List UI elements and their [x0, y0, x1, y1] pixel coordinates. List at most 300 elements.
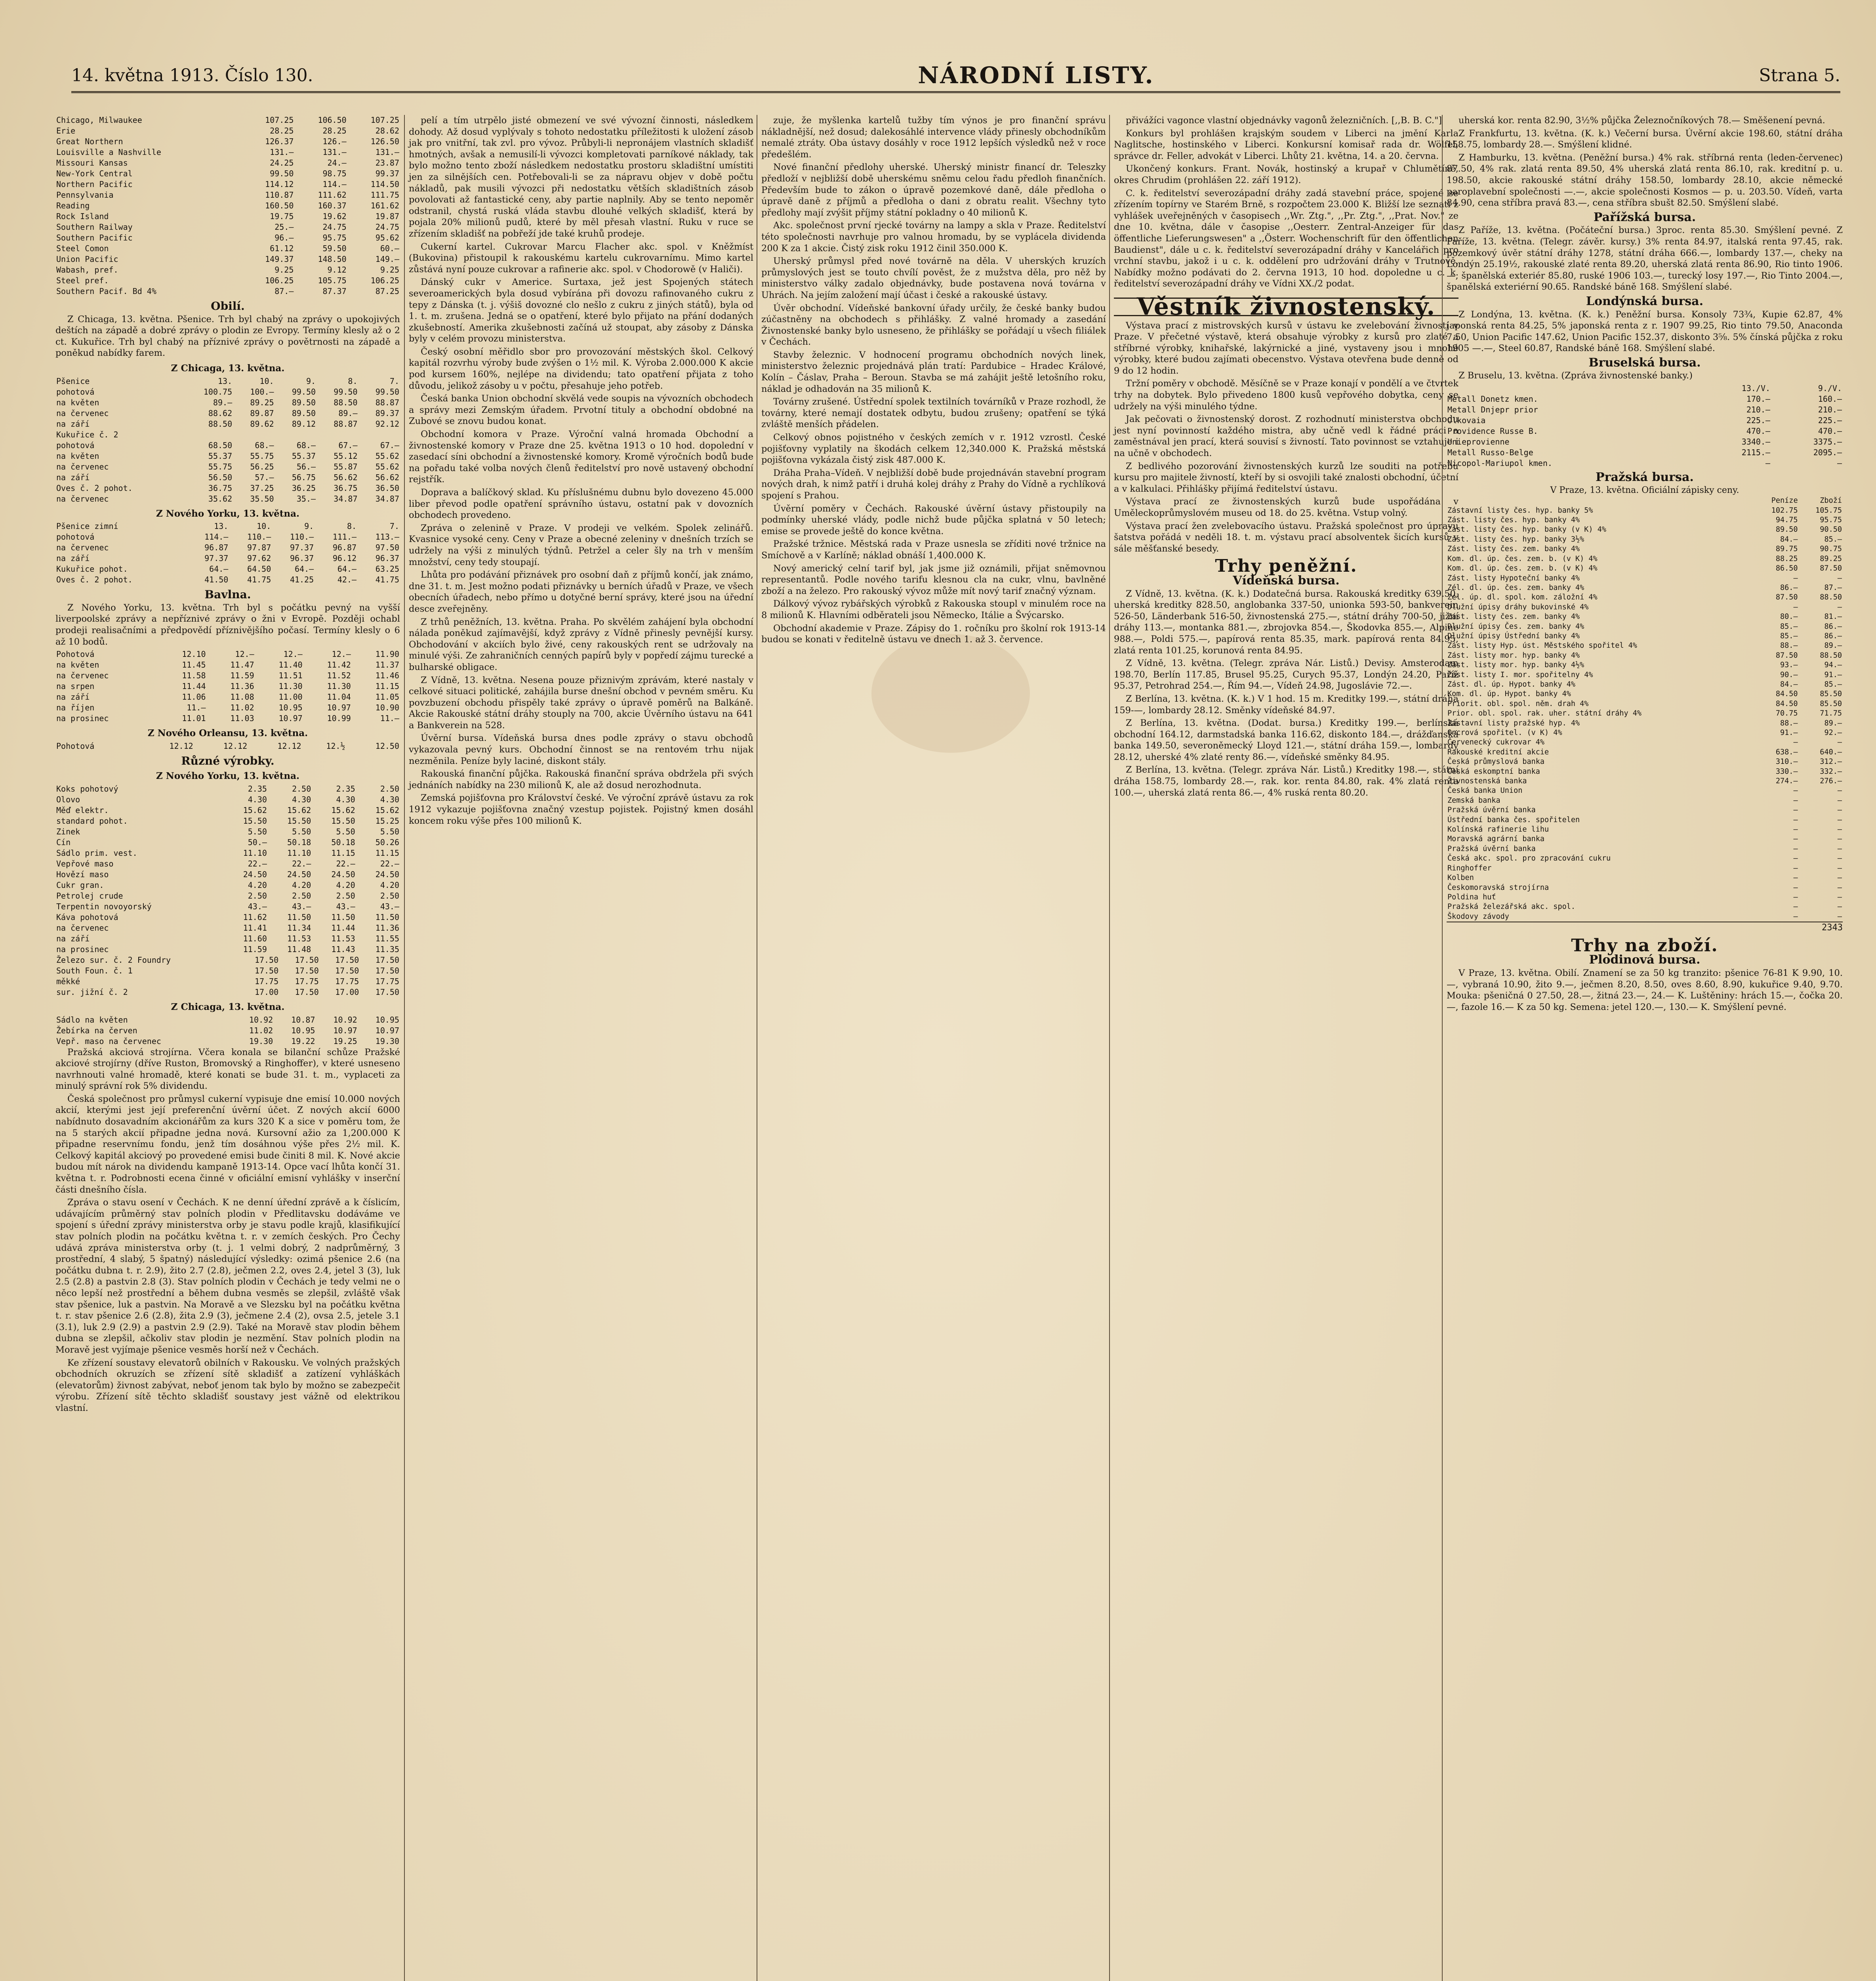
cell-value: 7. [389, 376, 399, 386]
cell-value: 106.50 [318, 115, 347, 125]
cell-value: 89.50 [292, 397, 316, 407]
row-label: Kukuřice č. 2 [56, 429, 118, 439]
cell-value: 89.87 [250, 408, 274, 418]
cell-value [316, 429, 358, 440]
cell-value: 63.25 [375, 564, 399, 574]
cell-value: 2.50 [292, 891, 311, 901]
cell-value: 24.50 [287, 869, 311, 879]
cell-value: 131.— [322, 147, 347, 157]
prague-total: 2343 [1447, 922, 1843, 934]
cell-value: 67.— [338, 440, 358, 450]
product-row [55, 816, 400, 826]
article-paragraph: Úvěr obchodní. Vídeňské bankovní úřady určily, že české banky budou zúčastněny na obchodech s přihlášky. Z valné hromady a zasedání Živnostenské banky bylo usneseno, že přihlášky se pořádají u všech filiálek v Čechách. [761, 303, 1106, 347]
product-row [55, 891, 400, 901]
prague-row [1447, 893, 1843, 902]
row-label: Kolínská rafinerie lihu [1447, 825, 1549, 834]
prague-row [1447, 825, 1843, 834]
cell-value: 80.— [1780, 613, 1798, 621]
article-paragraph: Nový americký celní tarif byl, jak jsme již oznámili, přijat sněmovnou representantů. Podle nového tarifu klesnou cla na cukr, vlnu, bavlněné zboží a na železo. Pro rakouský vývoz může mít nový tarif značný význam. [761, 563, 1106, 596]
cell-value: — [1793, 854, 1798, 863]
wheat-row [55, 408, 400, 419]
cell-value: 87.— [1824, 583, 1842, 592]
prague-row [1447, 902, 1843, 912]
row-label: Zástavní listy pražské hyp. 4% [1447, 719, 1580, 727]
cell-value: 330.— [1775, 767, 1798, 776]
cell-value: 12.— [283, 649, 303, 659]
cell-value: 11.44 [331, 923, 355, 933]
cell-value: 13. [214, 521, 229, 531]
cell-value: 4.20 [248, 880, 267, 890]
stock-row [55, 265, 400, 275]
cell-value: 89.— [338, 408, 358, 418]
cell-value: 87.37 [322, 286, 347, 296]
brussels-row [1447, 458, 1843, 469]
product-row [55, 901, 400, 912]
product-row [55, 784, 400, 794]
row-label: Petrolej crude [56, 891, 123, 901]
cell-value: 210.— [1746, 405, 1771, 415]
cell-value: 56.62 [375, 472, 399, 482]
column-3-articles [761, 115, 1106, 645]
cell-value: 84.— [1780, 680, 1798, 689]
cell-value: — [1793, 806, 1798, 815]
cell-value: 2.50 [248, 891, 267, 901]
newyork-label: Z Nového Yorku, 13. května. [156, 508, 299, 519]
cell-value: 89.12 [292, 419, 316, 429]
cell-value: 85.50 [1820, 699, 1842, 708]
stock-row [55, 147, 400, 158]
cell-value: 56.25 [250, 462, 274, 471]
cell-value: — [1837, 893, 1842, 901]
cell-value: 9. [306, 376, 316, 386]
article-paragraph: Rakouská finanční půjčka. Rakouská finanční správa obdržela při svých jednáních nabídky na 230 milionů K, ale až dosud nerozhodnuta. [409, 769, 753, 790]
cell-value: 36.50 [375, 483, 399, 493]
prague-row [1447, 593, 1843, 602]
cell-value: 93.— [1780, 661, 1798, 670]
cell-value: 24.— [327, 158, 347, 168]
row-label: Česká průmyslová banka [1447, 758, 1545, 766]
cell-value: — [1837, 796, 1842, 805]
cell-value: 10. [259, 376, 274, 386]
cell-value: 11.02 [230, 703, 254, 713]
row-label: na červenec [56, 494, 109, 504]
cell-value: 15.25 [375, 816, 399, 826]
prague-bourse-subtitle: V Praze, 13. května. Oficiální zápisky ceny. [1550, 485, 1739, 495]
article-paragraph: Česká společnost pro průmysl cukerní vypisuje dne emisí 10.000 nových akcií, kterými jest její preferenční úvěrní účet. Z nových akcií 6000 nabídnuto dosavadním akcionářům za kurs 320 K a sice v poměru tom, že na 5 starých akcií připadne jedna nová. Kursovní ažio za 1,200.000 K připadne reservnímu fondu, jenž tím dosáhnou výše přes 2½ mil. K. Celkový kapitál akciový po provedené emisi bude činiti 8 mil. K. Nové akcie budou mít nárok na dividendu kampaně 1913-14. Opce vací lhůta končí 31. května t. r. Podrobnosti ecena činné v oficiální emisní vyhlášky v inserční části dnešního čísla. [55, 1094, 400, 1195]
vienna-bourse-heading: Vídeňská bursa. [1233, 573, 1340, 588]
cell-value: 106.25 [265, 276, 294, 285]
prague-row [1447, 738, 1843, 747]
cell-value: — [1837, 825, 1842, 834]
row-label: Zást. listy čes. hyp. banky (v K) 4% [1447, 525, 1606, 534]
cell-value: 149.37 [265, 254, 294, 264]
prague-row [1447, 912, 1843, 922]
row-label: Oves č. 2 pohot. [56, 575, 133, 585]
cell-value: 11.90 [375, 649, 399, 659]
cell-value: 11.15 [375, 681, 399, 691]
cell-value: 4.30 [380, 794, 399, 804]
cell-value: 19.87 [375, 212, 399, 221]
cell-value: 3375.— [1813, 437, 1842, 447]
cell-value: 2.50 [336, 891, 355, 901]
cell-value: 131.— [270, 147, 294, 157]
cell-value: 12.12 [277, 741, 301, 751]
prague-row [1447, 535, 1843, 544]
article-paragraph: Tržní poměry v obchodě. Měsíčně se v Praze konají v pondělí a ve čtvrtek trhy na dobytek. Bylo přivedeno 1800 kusů vepřového dobytka, ceny se udržely na výši minulého týdne. [1114, 378, 1458, 412]
cell-value: 41.75 [375, 575, 399, 585]
cell-value: 64.— [209, 564, 229, 574]
cell-value: — [1793, 864, 1798, 872]
cell-value: 96.87 [332, 543, 357, 553]
cell-value: 4.20 [380, 880, 399, 890]
row-label: Kolben [1447, 874, 1474, 882]
stock-row [55, 254, 400, 265]
cell-value: 35.50 [250, 494, 274, 504]
row-label: South Foun. č. 1 [56, 966, 133, 975]
cell-value: Zboží [1820, 496, 1842, 505]
article-paragraph: Pražská akciová strojírna. Včera konala se bilanční schůze Pražské akciové strojírny (dříve Ruston, Bromovský a Ringhoffer), v které usneseno navrhnouti valné hromadě, které konati se bude 31. t. m., vyplaceti za minulý správní rok 5% dividendu. [55, 1047, 400, 1092]
row-label: Priorit. obl. spol. něm. drah 4% [1447, 699, 1589, 708]
row-label: Pšenice [56, 376, 90, 386]
cell-value: 110.87 [265, 190, 294, 200]
cotton-row [55, 660, 400, 670]
cell-value: 50.18 [287, 837, 311, 847]
row-label: Kom. dl. úp. Hypot. banky 4% [1447, 690, 1571, 699]
cell-value: 90.— [1780, 670, 1798, 679]
cell-value: 11.47 [230, 660, 254, 670]
article-paragraph: Dálkový vývoz rybářských výrobků z Rakouska stoupl v minulém roce na 8 milionů K. Hlavními odběrateli jsou Německo, Itálie a Švýcarsko. [761, 599, 1106, 620]
cell-value: 17.75 [375, 976, 399, 986]
product-row [55, 923, 400, 933]
cell-value: 638.— [1775, 748, 1798, 756]
row-label: Pražská železářská akc. spol. [1447, 903, 1576, 911]
row-label: Poldina huť [1447, 893, 1496, 901]
cell-value: 64.— [294, 564, 314, 574]
wheat-row [55, 419, 400, 429]
cell-value: 9./V. [1818, 384, 1842, 393]
row-label: Zást. listy mor. hyp. banky 4% [1447, 651, 1580, 660]
row-label: Kukuřice pohot. [56, 564, 128, 574]
wheat-row [55, 429, 400, 440]
article-paragraph: Jak pečovati o živnostenský dorost. Z rozhodnutí ministerstva obchodu jest nyní povinností každého mistra, aby učně vedl k řádné práci a zaměstnával jen prací, která souvisí s živností. Tato povinnost se vztahuje i na učně v obchodech. [1114, 414, 1458, 459]
cell-value: 96.87 [204, 543, 229, 553]
cell-value: 99.50 [270, 169, 294, 178]
cell-value: 55.62 [375, 451, 399, 461]
article-paragraph: Česká banka Union obchodní skvělá vede soupis na vývozních obchodech a správy mezi Zemským úřadem. Prvotní tituly a obchodní obdobné na Zubové se znovu budou konat. [409, 393, 753, 427]
wheat-row [55, 494, 400, 504]
article-paragraph: Z Vídně, 13. května. (Telegr. zpráva Nár. Listů.) Devisy. Amsterodam 198.70, Berlín 117.85, Brusel 95.25, Curych 95.37, Londýn 24.20, Paříž 95.37, Petrohrad 254.—, Řím 94.—, Vídeň 24.98, Jugoslávie 72.—. [1114, 658, 1458, 691]
cell-value: 99.37 [375, 169, 399, 178]
prague-row [1447, 719, 1843, 728]
cell-value: 10.92 [249, 1015, 273, 1025]
cell-value: 11.60 [243, 933, 267, 943]
cell-value: 89.75 [1775, 545, 1798, 553]
cell-value: 91.— [1780, 729, 1798, 737]
grain-text: Z Chicaga, 13. května. Pšenice. Trh byl chabý na zprávy o upokojivých deštích na západě a dobré zprávy o plodin ze Evropy. Termíny klesly až o 2 ct. Kukuřice. Trh byl chabý na příznivé zprávy o povětrnosti na západě a poněkud nabídky farem. [55, 314, 400, 359]
wheat-row [55, 387, 400, 397]
cell-value [233, 429, 275, 440]
row-label: Sádlo prim. vest. [56, 848, 137, 858]
cell-value: 9.12 [327, 265, 347, 275]
cell-value: 11.53 [331, 933, 355, 943]
cell-value: 7. [389, 521, 399, 531]
issue-date: 14. května 1913. Číslo 130. [71, 65, 313, 86]
cell-value: 11.62 [243, 912, 267, 922]
cell-value: 102.75 [1771, 506, 1798, 515]
cell-value: 113.— [375, 532, 399, 542]
cotton-row [55, 670, 400, 681]
cell-value: 2.50 [380, 891, 399, 901]
cell-value: 90.50 [1820, 525, 1842, 534]
cell-value: 50.— [248, 837, 267, 847]
cell-value: — [1793, 835, 1798, 844]
cell-value: 41.75 [247, 575, 271, 585]
cotton-row [55, 649, 400, 660]
cell-value: — [1793, 893, 1798, 901]
product-row [55, 912, 400, 923]
row-label: Zinek [56, 826, 80, 836]
article-paragraph: zuje, že myšlenka kartelů tužby tím výnos je pro finanční správu nákladnější, než dosud; dalekosáhlé intervence vlády přinesly obchodníkům nemalé ztráty. Oba ústavy dosáhly v roce 1912 lepších výsledků než v roce předešlém. [761, 115, 1106, 160]
cotton-heading: Bavlna. [204, 588, 251, 601]
cell-value: 87.50 [1775, 651, 1798, 660]
lard-row [55, 1036, 400, 1047]
vestnik-articles [1114, 320, 1458, 555]
row-label: pohotová [56, 387, 95, 397]
cell-value: 60.— [380, 244, 399, 253]
cell-value: 56.75 [292, 472, 316, 482]
row-label: Pohotová [56, 649, 95, 659]
cell-value: 160.50 [265, 201, 294, 210]
article-paragraph: Továrny zrušené. Ústřední spolek textilních továrníků v Praze rozhodl, že továrny, které nemají dostatek odbytu, budou zrušeny; opatření se týká zvláště menších přádelen. [761, 397, 1106, 430]
cell-value: 17.75 [335, 976, 359, 986]
cell-value: 11.53 [287, 933, 311, 943]
row-label: Prior. obl. spol. rak. uher. státní dráhy 4% [1447, 709, 1642, 718]
article-paragraph: Úvěrní poměry v Čechách. Rakouské úvěrní ústavy přistoupily na podmínky uherské vlády, podle nichž bude půjčka splatná v 50 letech; emise se provede ještě do konce května. [761, 503, 1106, 536]
cell-value: 11.15 [375, 848, 399, 858]
cell-value: 55.62 [375, 462, 399, 471]
cell-value: 11.10 [287, 848, 311, 858]
cell-value: 114.— [204, 532, 229, 542]
row-label: na červenec [56, 923, 109, 933]
cell-value: 84.50 [1775, 690, 1798, 699]
prague-row [1447, 660, 1843, 670]
article-paragraph: Pražské tržnice. Městská rada v Praze usnesla se zříditi nové tržnice na Smíchově a v Karlíně; náklad obnáší 1,400.000 K. [761, 539, 1106, 561]
cell-value: 85.— [1780, 632, 1798, 640]
article-paragraph: Obchodní komora v Praze. Výroční valná hromada Obchodní a živnostenské komory v Praze dne 25. května 1913 o 10 hod. dopolední v zasedací síni obchodní a živnostenské komory. Kromě výročních bodů bude na pořadu také volba nových členů ředitelství pro nově ustavený obchodní rejstřík. [409, 429, 753, 485]
article-paragraph: pelí a tím utrpělo jisté obmezení ve své vývozní činnosti, následkem dohody. Až dosud vyplývaly s tohoto nedostatku příležitosti k uložení zásob jak pro vnitřní, tak zvl. pro vývoz. Průbyli-li nepronájem vlastních skladišť hmotných, avšak a nemusilí-li vývozci kompletovati parníkové náklady, tak bylo možno tento zboží následkem nedostatku prostoru skladištní umístiti jen za silnějších cen. Potřebovali-li se za nápravu objev v době počtu nákladů, pak musili vývozci při nedostatku větších skladištních zásob povolovati až fantastické ceny, aby partie naplnily. Aby se tento nepoměr odstranil, chystá ruská vláda stavbu dlouhé velkých skladišť, která by pojala 20% milionů pudů, které by měl přesah vlastní. Ruku v ruce se zřízením skladišť na pobřeží jde také kruhů prodeje. [409, 115, 753, 239]
row-label: Zél. úp. dl. spol. kom. záložní 4% [1447, 593, 1598, 602]
newyork-row [55, 532, 400, 542]
prague-row [1447, 834, 1843, 844]
cell-value: 36.25 [292, 483, 316, 493]
stock-row [55, 126, 400, 136]
cell-value: 43.— [292, 901, 311, 911]
cell-value: 11.36 [230, 681, 254, 691]
article-paragraph: Výstava prací žen zvelebovacího ústavu. Pražská společnost pro úpravu šatstva pořádá v neděli 18. t. m. výstavu prací absolventek šicích kursů v sále měšťanské besedy. [1114, 521, 1458, 554]
newyork-table [55, 521, 400, 585]
cell-value: 15.62 [287, 805, 311, 815]
stock-row [55, 211, 400, 222]
product-row [55, 880, 400, 891]
cell-value: 17.50 [375, 966, 399, 975]
cell-value: 94.75 [1775, 516, 1798, 525]
wheat-row [55, 397, 400, 408]
cotton-row [55, 713, 400, 724]
cell-value: 11.44 [182, 681, 206, 691]
prague-row [1447, 757, 1843, 767]
cell-value: 88.50 [334, 397, 358, 407]
paris-bourse-text: Z Paříže, 13. května. (Počáteční bursa.) 3proc. renta 85.30. Smýšlení pevné. Z Paříže, 13. května. (Telegr. závěr. kursy.) 3% renta 84.97, italská renta 97.45, rak. pozemkový úvěr státní dráhy 1278, státní dráha 666.—, lombardy 137.—, cheky na Londýn 25.19½, rakouské zlaté renta 89.20, uherská zlatá renta 86.90, Rio tinto 1906.—, španělská exteriér 85.80, ruské 1906 103.—, turecký losy 197.—, Rio Tinto 2004.—, španělská exteriérní 90.65. Randské báně 168. Smýšlení slabé. [1447, 225, 1843, 292]
money-markets-heading: Trhy peněžní. [1215, 556, 1357, 576]
cell-value: 17.50 [295, 955, 319, 965]
prague-row [1447, 699, 1843, 709]
cell-value: 11.01 [182, 714, 206, 723]
prague-row [1447, 805, 1843, 815]
stock-row [55, 200, 400, 211]
article-paragraph: Z Frankfurtu, 13. května. (K. k.) Večerní bursa. Úvěrní akcie 198.60, státní dráha 158.75, lombardy 28.—. Smýšlení klidné. [1447, 128, 1843, 150]
article-paragraph: Nové finanční předlohy uherské. Uherský ministr financí dr. Teleszky předloží v nejbližší době uherskému sněmu celou řadu předloh finančních. Především bude to zákon o úpravě pozemkové daně, dále předloha o úpravě daně z příjmů a předloha o dani z obratu realit. Všechny tyto předlohy mají zvýšit příjmy státní pokladny o 40 milionů K. [761, 162, 1106, 218]
row-label: Káva pohotová [56, 912, 118, 922]
cell-value: 106.25 [370, 276, 399, 285]
cell-value: 11.30 [327, 681, 351, 691]
iron-row [55, 955, 400, 966]
article-paragraph: Lhůta pro podávání přiznávek pro osobní daň z příjmů končí, jak známo, dne 31. t. m. Jest možno podati přiznávky u berních úřadů v Praze, ve všech obecních úřadech, nebo přímo u dotyčné berní správy, které jsou na úřední desce zveřejněny. [409, 570, 753, 614]
cell-value: 17.00 [335, 987, 359, 997]
cell-value: 17.75 [295, 976, 319, 986]
cell-value: 55.37 [208, 451, 233, 461]
row-label: Rock Island [56, 212, 109, 221]
cell-value: — [1837, 835, 1842, 844]
prague-row [1447, 796, 1843, 805]
cell-value: 10.97 [375, 1025, 399, 1035]
cell-value: 88.25 [1775, 554, 1798, 563]
row-label: na červenec [56, 543, 109, 553]
stock-row [55, 243, 400, 254]
prague-row [1447, 854, 1843, 863]
row-label: Pohotová [56, 741, 95, 751]
row-label: Southern Pacific [56, 233, 133, 242]
cell-value: 11.04 [327, 692, 351, 702]
brussels-row [1447, 447, 1843, 458]
cell-value: 11.55 [375, 933, 399, 943]
cell-value: 276.— [1820, 777, 1842, 786]
wheat-row [55, 451, 400, 462]
cell-value: 12.50 [375, 741, 399, 751]
product-row [55, 933, 400, 944]
lard-row [55, 1025, 400, 1036]
row-label: Pražská úvěrní banka [1447, 806, 1536, 815]
cell-value: 85.50 [1820, 690, 1842, 699]
cell-value: 19.62 [322, 212, 347, 221]
article-paragraph: Ke zřízení soustavy elevatorů obilních v Rakousku. Ve volných pražských obchodních okruzích se zřízení sítě skladišť a zatízení vyhláškách (elevatorům) živnost zabývat, neboť jenom tak bylo by možno se zabezpečit výrobu. Zřízení sítě těchto skladišť soustavy jest vážně od elektrikou vlastní. [55, 1357, 400, 1413]
cell-value: 11.10 [243, 848, 267, 858]
row-label: Southern Railway [56, 222, 133, 232]
cell-value: 97.62 [247, 553, 271, 563]
london-bourse-heading: Londýnská bursa. [1586, 294, 1704, 308]
cell-value: 10. [257, 521, 271, 531]
article-paragraph: uherská kor. renta 82.90, 3½% půjčka Železnočníkových 78.— Směšenení pevná. [1458, 115, 1825, 126]
cell-value: 84.50 [1775, 699, 1798, 708]
row-label: na prosinec [56, 944, 109, 954]
orleans-label: Z Nového Orleansu, 13. května. [147, 728, 308, 739]
product-row [55, 837, 400, 848]
cell-value: 24.75 [322, 222, 347, 232]
cell-value: 34.87 [334, 494, 358, 504]
cell-value: — [1837, 903, 1842, 911]
cell-value: 15.50 [243, 816, 267, 826]
products-table [55, 784, 400, 955]
stock-row [55, 222, 400, 233]
row-label: Pennsylvania [56, 190, 114, 200]
row-label: Rakouské kreditní akcie [1447, 748, 1549, 756]
stock-row [55, 190, 400, 200]
column-3 [757, 115, 1106, 1981]
cell-value: 88.— [1780, 719, 1798, 727]
row-label: Olovo [56, 794, 80, 804]
cell-value: 89.25 [250, 397, 274, 407]
stock-row [55, 179, 400, 190]
cell-value: 57.— [255, 472, 274, 482]
cell-value: 55.37 [292, 451, 316, 461]
wheat-row [55, 472, 400, 483]
cell-value: 161.62 [370, 201, 399, 210]
cell-value: 11.— [187, 703, 206, 713]
cell-value: 4.20 [292, 880, 311, 890]
cell-value: 11.36 [375, 923, 399, 933]
page-header [71, 59, 1840, 93]
cell-value: 11.50 [375, 912, 399, 922]
cell-value: — [1793, 738, 1798, 747]
row-label: Dlužní úpisy Ústřední banky 4% [1447, 632, 1580, 640]
row-label: Olkovaia [1447, 416, 1486, 426]
cell-value: — [1837, 786, 1842, 795]
prague-row [1447, 680, 1843, 689]
column-2-articles [409, 115, 753, 826]
prague-row [1447, 632, 1843, 641]
product-row [55, 944, 400, 955]
cell-value: 28.25 [322, 126, 347, 136]
cell-value: — [1837, 844, 1842, 853]
stock-row [55, 158, 400, 168]
row-label: Missouri Kansas [56, 158, 128, 168]
cell-value: 28.25 [270, 126, 294, 136]
cell-value: 11.51 [278, 671, 303, 681]
cell-value: 19.75 [270, 212, 294, 221]
prague-row [1447, 815, 1843, 825]
cell-value: 17.50 [375, 955, 399, 965]
cell-value: 68.— [255, 440, 274, 450]
article-paragraph: Výstava prací ze živnostenských kurzů bude uspořádána v Uměleckoprůmyslovém museu od 18. do 25. května. Vstup volný. [1114, 496, 1458, 518]
article-paragraph: Z Berlína, 13. května. (Telegr. zpráva Nár. Listů.) Kreditky 198.—, státní dráha 158.75, lombardy 28.—, rak. kor. renta 84.80, rak. 4% zlatá renta 100.—, uherská zlatá renta 86.—, 4% ruská renta 80.20. [1114, 765, 1458, 798]
cell-value: 10.92 [333, 1015, 357, 1025]
cell-value: 100.— [250, 387, 274, 397]
cell-value: 12.— [332, 649, 351, 659]
article-paragraph: Z Berlína, 13. května. (Dodat. bursa.) Kreditky 199.—, berlínská obchodní 164.12, darmstadská banka 116.62, diskonto 184.—, drážďanská banka 149.50, severoněmecký Lloyd 121.—, státní dráha 159.—, lombardy 28.12, uherské 4% zlaté renty 86.—, vídeňské směnky 84.95. [1114, 718, 1458, 762]
column-5 [1442, 115, 1843, 1981]
column-4-articles [1114, 115, 1458, 290]
cell-value: 70.75 [1775, 709, 1798, 718]
row-label: Erie [56, 126, 76, 136]
cell-value: 22.— [292, 859, 311, 868]
cell-value: 19.30 [375, 1036, 399, 1046]
cell-value: 84.— [1780, 535, 1798, 544]
cell-value: 10.97 [333, 1025, 357, 1035]
cell-value: 87.50 [1775, 593, 1798, 602]
cell-value: 12.12 [223, 741, 248, 751]
row-label: na září [56, 472, 90, 482]
cell-value: 105.75 [1815, 506, 1842, 515]
article-paragraph: Z trhů peněžních, 13. května. Praha. Po skvělém zahájení byla obchodní nálada poněkud zajímavější, když zprávy z Vídně přinesly pevnější kursy. Obchodování v akciích bylo živé, ceny rakouských rent se udržovaly na minulé výši. Ze zahraničních cenných papírů byly v popředí zájmu turecké a bulharské obligace. [409, 616, 753, 672]
